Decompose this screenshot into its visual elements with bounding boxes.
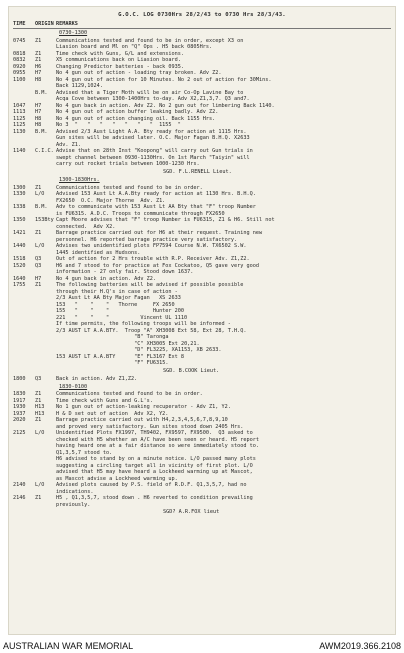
officer-signature: SGD. F.L.RENELL Lieut. xyxy=(163,168,232,175)
entry-time: 0920 xyxy=(13,63,26,70)
log-entry xyxy=(13,376,391,383)
log-entry xyxy=(13,77,391,90)
log-entry xyxy=(13,282,391,367)
entry-time: 2020 xyxy=(13,417,26,423)
entry-time: 1330 xyxy=(13,191,26,197)
log-entry xyxy=(13,191,391,204)
entry-remarks: H & D set out of action Adv X2, Y2. xyxy=(56,410,169,417)
log-document xyxy=(13,10,391,518)
officer-signature: SGD? A.R.FOX lieut xyxy=(163,509,220,515)
entry-origin: H8 xyxy=(35,122,42,128)
entry-time: 1518 xyxy=(13,256,26,262)
section-heading: 1830-0100 xyxy=(59,383,88,390)
entry-remarks: Out of action for 2 Hrs trouble with R.P. Receiver Adv. Z1,Z2. xyxy=(56,256,250,262)
entry-remarks: Advised 2/3 Aust Light A.A. Bty ready for action at 1115 Hrs. Gun sites will be advised later. O.C. Major Fagan B.H.Q. X2633 Adv. Z1. xyxy=(56,128,250,148)
entry-time: 1421 xyxy=(13,230,26,236)
entry-time: 0818 xyxy=(13,50,26,57)
entry-origin: L/O xyxy=(35,191,45,197)
entry-origin: Z1 xyxy=(35,282,42,288)
entry-origin: H8 xyxy=(35,76,42,83)
entry-remarks: Advised plots caused by P.S. field of R.D.F. Q1,3,5,7, had no indications. xyxy=(56,482,247,495)
entry-time: 0832 xyxy=(13,57,26,63)
log-entry xyxy=(13,495,391,508)
entry-remarks: Barrage practice carried out for H6 at their request. Training new personnel. H6 reported barrage practice very satisfactory. xyxy=(56,230,263,243)
entry-origin: Z1 xyxy=(35,495,42,501)
entry-remarks: No 4 gun out of action changing oil. Back 1155 Hrs. xyxy=(56,115,216,122)
log-entry xyxy=(13,263,391,276)
entry-origin: H7 xyxy=(35,70,42,76)
entry-remarks: Barrage practice carried out with H4,2,3,4,5,6,7,8,9,10 and proved very satisfactory. Gun sites stood down 2405 Hrs. xyxy=(56,417,244,430)
entry-origin: H7 xyxy=(35,275,42,282)
column-headings xyxy=(13,21,391,30)
entry-origin: H7 xyxy=(35,109,42,115)
entry-remarks: Advised that a Tiger Moth will be on air Co-Op Lavine Bay to Acqa Cove between 1300-1400Hrs to-day. Adv X2,Z1,3,7. Q3 and7. xyxy=(56,89,250,102)
entry-remarks: No 3 " " " " " " " 1155 " xyxy=(56,122,181,128)
entry-time: 0745 xyxy=(13,37,26,44)
section-heading: 0730-1300 xyxy=(59,30,88,36)
entry-time: 1140 xyxy=(13,148,26,154)
log-entry xyxy=(13,217,391,230)
entry-time: 1755 xyxy=(13,282,26,288)
entry-origin: H13 xyxy=(35,410,45,417)
entry-remarks: Communications tested and found to be in order. xyxy=(56,184,203,191)
log-entry xyxy=(13,417,391,430)
entry-remarks: H5 , Q1,3,5,7, stood down . H6 reverted to condition prevailing previously. xyxy=(56,495,253,508)
entry-remarks: The following batteries will be advised if possible possible through their H.Q's in case of action - 2/3 Aust Lt AA Bty Major Fagan XS 2633 153 " " " Thorne FX 2650 155 " " " Hunter 200 221 " " " Vincent UL 1110 If time permits, the following troops will be informed - 2/3 AUST LT A.A.BTY. Troop "A" XH3008 Ext 58, Ext 28, T.H.Q. "B" Taronga "C" XH3005 Ext 20,21. "D" FL3225, XA1153, XB 2633. 153 AUST LT A.A.BTY "E" FL3167 Ext 8 "F" FU6315. xyxy=(56,282,247,366)
column-time: TIME xyxy=(13,20,26,27)
entry-remarks: No 4 gun out of action buffer leaking badly. Adv Z2. xyxy=(56,109,219,115)
entry-remarks: No 4 gun out of action for 10 Minutes. No 2 out of action for 30Mins. Back 1129,1024. xyxy=(56,76,272,89)
log-body xyxy=(13,30,391,516)
entry-time: 1830 xyxy=(13,391,26,397)
entry-time: 1800 xyxy=(13,376,26,382)
entry-time: 1350 xyxy=(13,217,26,223)
entry-origin: L/O xyxy=(35,430,45,436)
entry-remarks: Back in action. Adv Z1,Z2. xyxy=(56,376,138,382)
column-origin: ORIGIN xyxy=(35,20,54,27)
entry-time: 2146 xyxy=(13,495,26,501)
entry-origin: Z1 xyxy=(35,57,42,63)
entry-time: 1047 xyxy=(13,102,26,109)
entry-origin: Q3 xyxy=(35,256,42,262)
entry-remarks: H6 and 7 stood to for practice at Fox Cockatoo, Q5 gave very good information - 27 only fair. Stood down 1637. xyxy=(56,262,260,275)
entry-origin: Z1 xyxy=(35,391,42,397)
entry-remarks: Capt Moore advises that "F" troop Number is FU6315, Z1 & H6. Still not connected. Adv X2. xyxy=(56,217,275,230)
entry-origin: H8 xyxy=(35,115,42,122)
entry-origin: Z1 xyxy=(35,397,42,404)
entry-remarks: Time check with Guns and G.L's. xyxy=(56,397,153,404)
entry-remarks: No 1 gun out of action-leaking recuperator - Adv Z1, Y2. xyxy=(56,404,231,410)
entry-origin: H7 xyxy=(35,102,42,109)
log-entry xyxy=(13,129,391,149)
entry-time: 1930 xyxy=(13,404,26,410)
entry-time: 2125 xyxy=(13,430,26,436)
entry-time: 1338 xyxy=(13,204,26,210)
entry-origin: Q3 xyxy=(35,376,42,382)
entry-origin: Q3 xyxy=(35,262,42,269)
entry-remarks: No 4 gun back in action. Adv Z2. xyxy=(56,275,156,282)
entry-origin: Z1 xyxy=(35,184,42,191)
entry-remarks: Communications tested and found to be in order. xyxy=(56,391,203,397)
entry-time: 1917 xyxy=(13,397,26,404)
entry-remarks: Communications tested and found to be in order, except X3 on Liasion board and Ml on "Q" Ops . H5 back 0805Hrs. xyxy=(56,37,244,50)
entry-origin: B.M. xyxy=(35,204,48,210)
entry-time: 1130 xyxy=(13,128,26,135)
entry-origin: B.M. xyxy=(35,128,48,135)
entry-remarks: Changing Predictor batteries - back 0935. xyxy=(56,63,185,70)
entry-remarks: Advise that on 28th Inst "Koopong" will carry out Gun trials in swept channel between 0930-1130Hrs. On 1st March "Taiyin" will carry out rocket trials between 1000-1230 Hrs. xyxy=(56,148,253,167)
entry-origin: L/O xyxy=(35,482,45,488)
entry-origin: Z1 xyxy=(35,230,42,236)
footer-institution: AUSTRALIAN WAR MEMORIAL xyxy=(3,641,134,651)
log-entry xyxy=(13,243,391,256)
document-page xyxy=(9,7,395,634)
entry-remarks: Adv to communicate with 153 Aust Lt AA Bty that "F" troop Number is FU6315. A.D.C. Troops to communicate through FX2650 xyxy=(56,204,256,217)
log-entry xyxy=(13,430,391,482)
entry-time: 1520 xyxy=(13,262,26,269)
entry-remarks: No 4 gun out of action - loading tray broken. Adv Z2. xyxy=(56,70,222,76)
entry-origin: B.M. xyxy=(35,89,48,96)
entry-origin: H6 xyxy=(35,63,42,70)
log-entry xyxy=(13,90,391,103)
entry-origin: H13 xyxy=(35,404,45,410)
footer-catalog-number: AWM2019.366.2108 xyxy=(319,641,401,651)
entry-time: 1113 xyxy=(13,109,26,115)
log-header: G.O.C. LOG 0730Hrs 28/2/43 to 0730 Hrs 28/3/43. xyxy=(118,12,286,18)
entry-origin: Z1 xyxy=(35,50,42,57)
entry-remarks: Time check with Guns, G/L and extensions. xyxy=(56,50,185,57)
log-entry xyxy=(13,38,391,51)
entry-time: 1125 xyxy=(13,122,26,128)
section-heading: 1300-1830Hrs. xyxy=(59,177,100,183)
entry-time: 1440 xyxy=(13,243,26,249)
entry-remarks: X5 communications back on Liasion board. xyxy=(56,57,181,63)
entry-time: 1125 xyxy=(13,115,26,122)
entry-time: 1640 xyxy=(13,275,26,282)
log-entry xyxy=(13,148,391,168)
entry-time: 1100 xyxy=(13,76,26,83)
log-entry xyxy=(13,204,391,217)
entry-origin: C.I.C. xyxy=(35,148,54,154)
entry-origin: Z1 xyxy=(35,37,42,44)
entry-remarks: Advised 153 Aust Lt A.A.Bty ready for action at 1130 Hrs. B.H.Q. FX2650 O.C. Major Thorne Adv. Z1. xyxy=(56,191,256,204)
entry-remarks: No 4 gun back in action. Adv Z2. No 2 gun out for limbering Back 1140. xyxy=(56,102,275,109)
entry-time: 2140 xyxy=(13,482,26,488)
entry-time: 1937 xyxy=(13,410,26,417)
entry-time: 0955 xyxy=(13,70,26,76)
entry-origin: Z1 xyxy=(35,417,42,423)
column-remarks: REMARKS xyxy=(56,20,78,27)
officer-signature: SGD. B.COOK Lieut. xyxy=(163,367,220,374)
log-entry xyxy=(13,230,391,243)
entry-time: 1300 xyxy=(13,184,26,191)
entry-origin: L/O xyxy=(35,243,45,249)
archive-footer xyxy=(0,640,404,653)
log-entry xyxy=(13,482,391,495)
entry-origin: 153Bty xyxy=(35,217,54,223)
entry-remarks: Unidentified Plots FX1997, TH9402, FX9597, FX9500. Q3 asked to checked with H5 whether an A/C have been seen or heard. H5 report having heard one at a fair distance so were immediately stood to. Q1,3,5,7 stood to. H6 advised to stand by on a minute notice. L/O passed many plots suggesting a circling target all in vicinity of first plot. L/O advised that H5 may have heard a Lockheed warming up at Mascot, as Mascot advise a Lockheed warming up. xyxy=(56,430,260,482)
entry-remarks: Advises two unidentified plots FP7594 Course N.W. TX6502 S.W. 1445 identified as Hudsons. xyxy=(56,243,247,256)
